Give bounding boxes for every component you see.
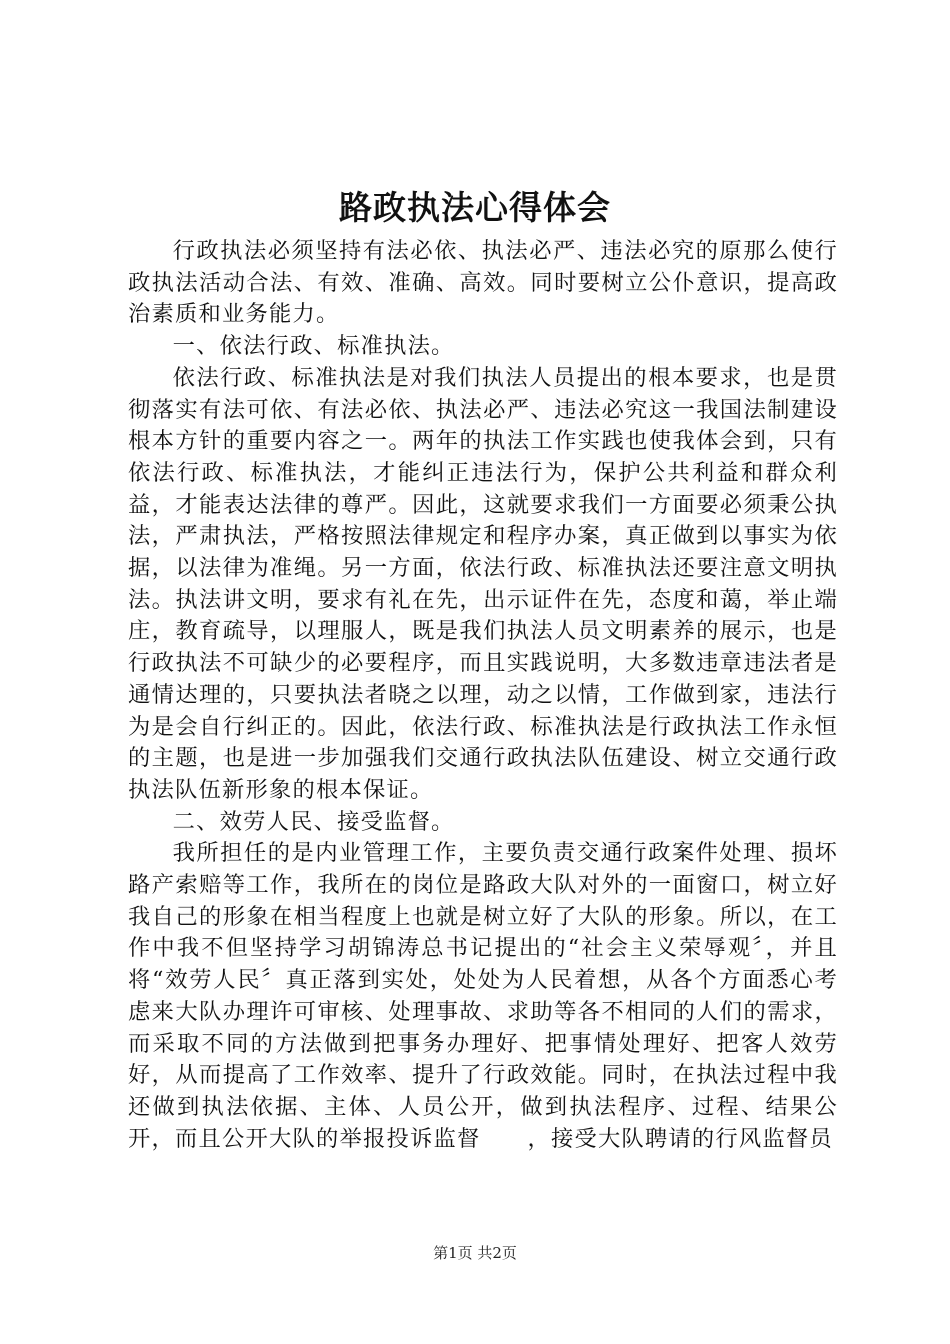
document-title: 路政执法心得体会 [339,188,611,227]
paragraph-section-1: 依法行政、标准执法是对我们执法人员提出的根本要求，也是贯彻落实有法可依、有法必依、执法必严、违法必究这一我国法制建设根本方针的重要内容之一。两年的执法工作实践也使我体会到，只有依法行政、标准执法，才能纠正违法行为，保护公共利益和群众利益，才能表达法律的尊严。因此，这就要求我们一方面要必须秉公执法，严肃执法，严格按照法律规定和程序办案，真正做到以事实为依据，以法律为准绳。另一方面，依法行政、标准执法还要注意文明执法。执法讲文明，要求有礼在先，出示证件在先，态度和蔼，举止端庄，教育疏导，以理服人，既是我们执法人员文明素养的展示，也是行政执法不可缺少的必要程序，而且实践说明，大多数违章违法者是通情达理的，只要执法者晓之以理，动之以情，工作做到家，违法行为是会自行纠正的。因此，依法行政、标准执法是行政执法工作永恒的主题，也是进一步加强我们交通行政执法队伍建设、树立交通行政执法队伍新形象的根本保证。 [128,364,838,803]
paragraph-section-2: 我所担任的是内业管理工作，主要负责交通行政案件处理、损坏路产索赔等工作，我所在的岗位是路政大队对外的一面窗口，树立好我自己的形象在相当程度上也就是树立好了大队的形象。所以，在工作中我不但坚持学习胡锦涛总书记提出的“社会主义荣辱观〞，并且将“效劳人民〞真正落到实处，处处为人民着想，从各个方面悉心考虑来大队办理许可审核、处理事故、求助等各不相同的人们的需求，而采取不同的方法做到把事务办理好、把事情处理好、把客人效劳好，从而提高了工作效率、提升了行政效能。同时，在执法过程中我还做到执法依据、主体、人员公开，做到执法程序、过程、结果公开，而且公开大队的举报投诉监督 ，接受大队聘请的行风监督员 [128,840,838,1152]
section-heading-1: 一、依法行政、标准执法。 [172,333,455,360]
page-number-footer: 第1页 共2页 [433,1244,517,1262]
section-heading-2: 二、效劳人民、接受监督。 [172,808,455,835]
document-body [128,236,838,1155]
paragraph-intro: 行政执法必须坚持有法必依、执法必严、违法必究的原那么使行政执法活动合法、有效、准确、高效。同时要树立公仆意识，提高政治素质和业务能力。 [128,238,838,328]
